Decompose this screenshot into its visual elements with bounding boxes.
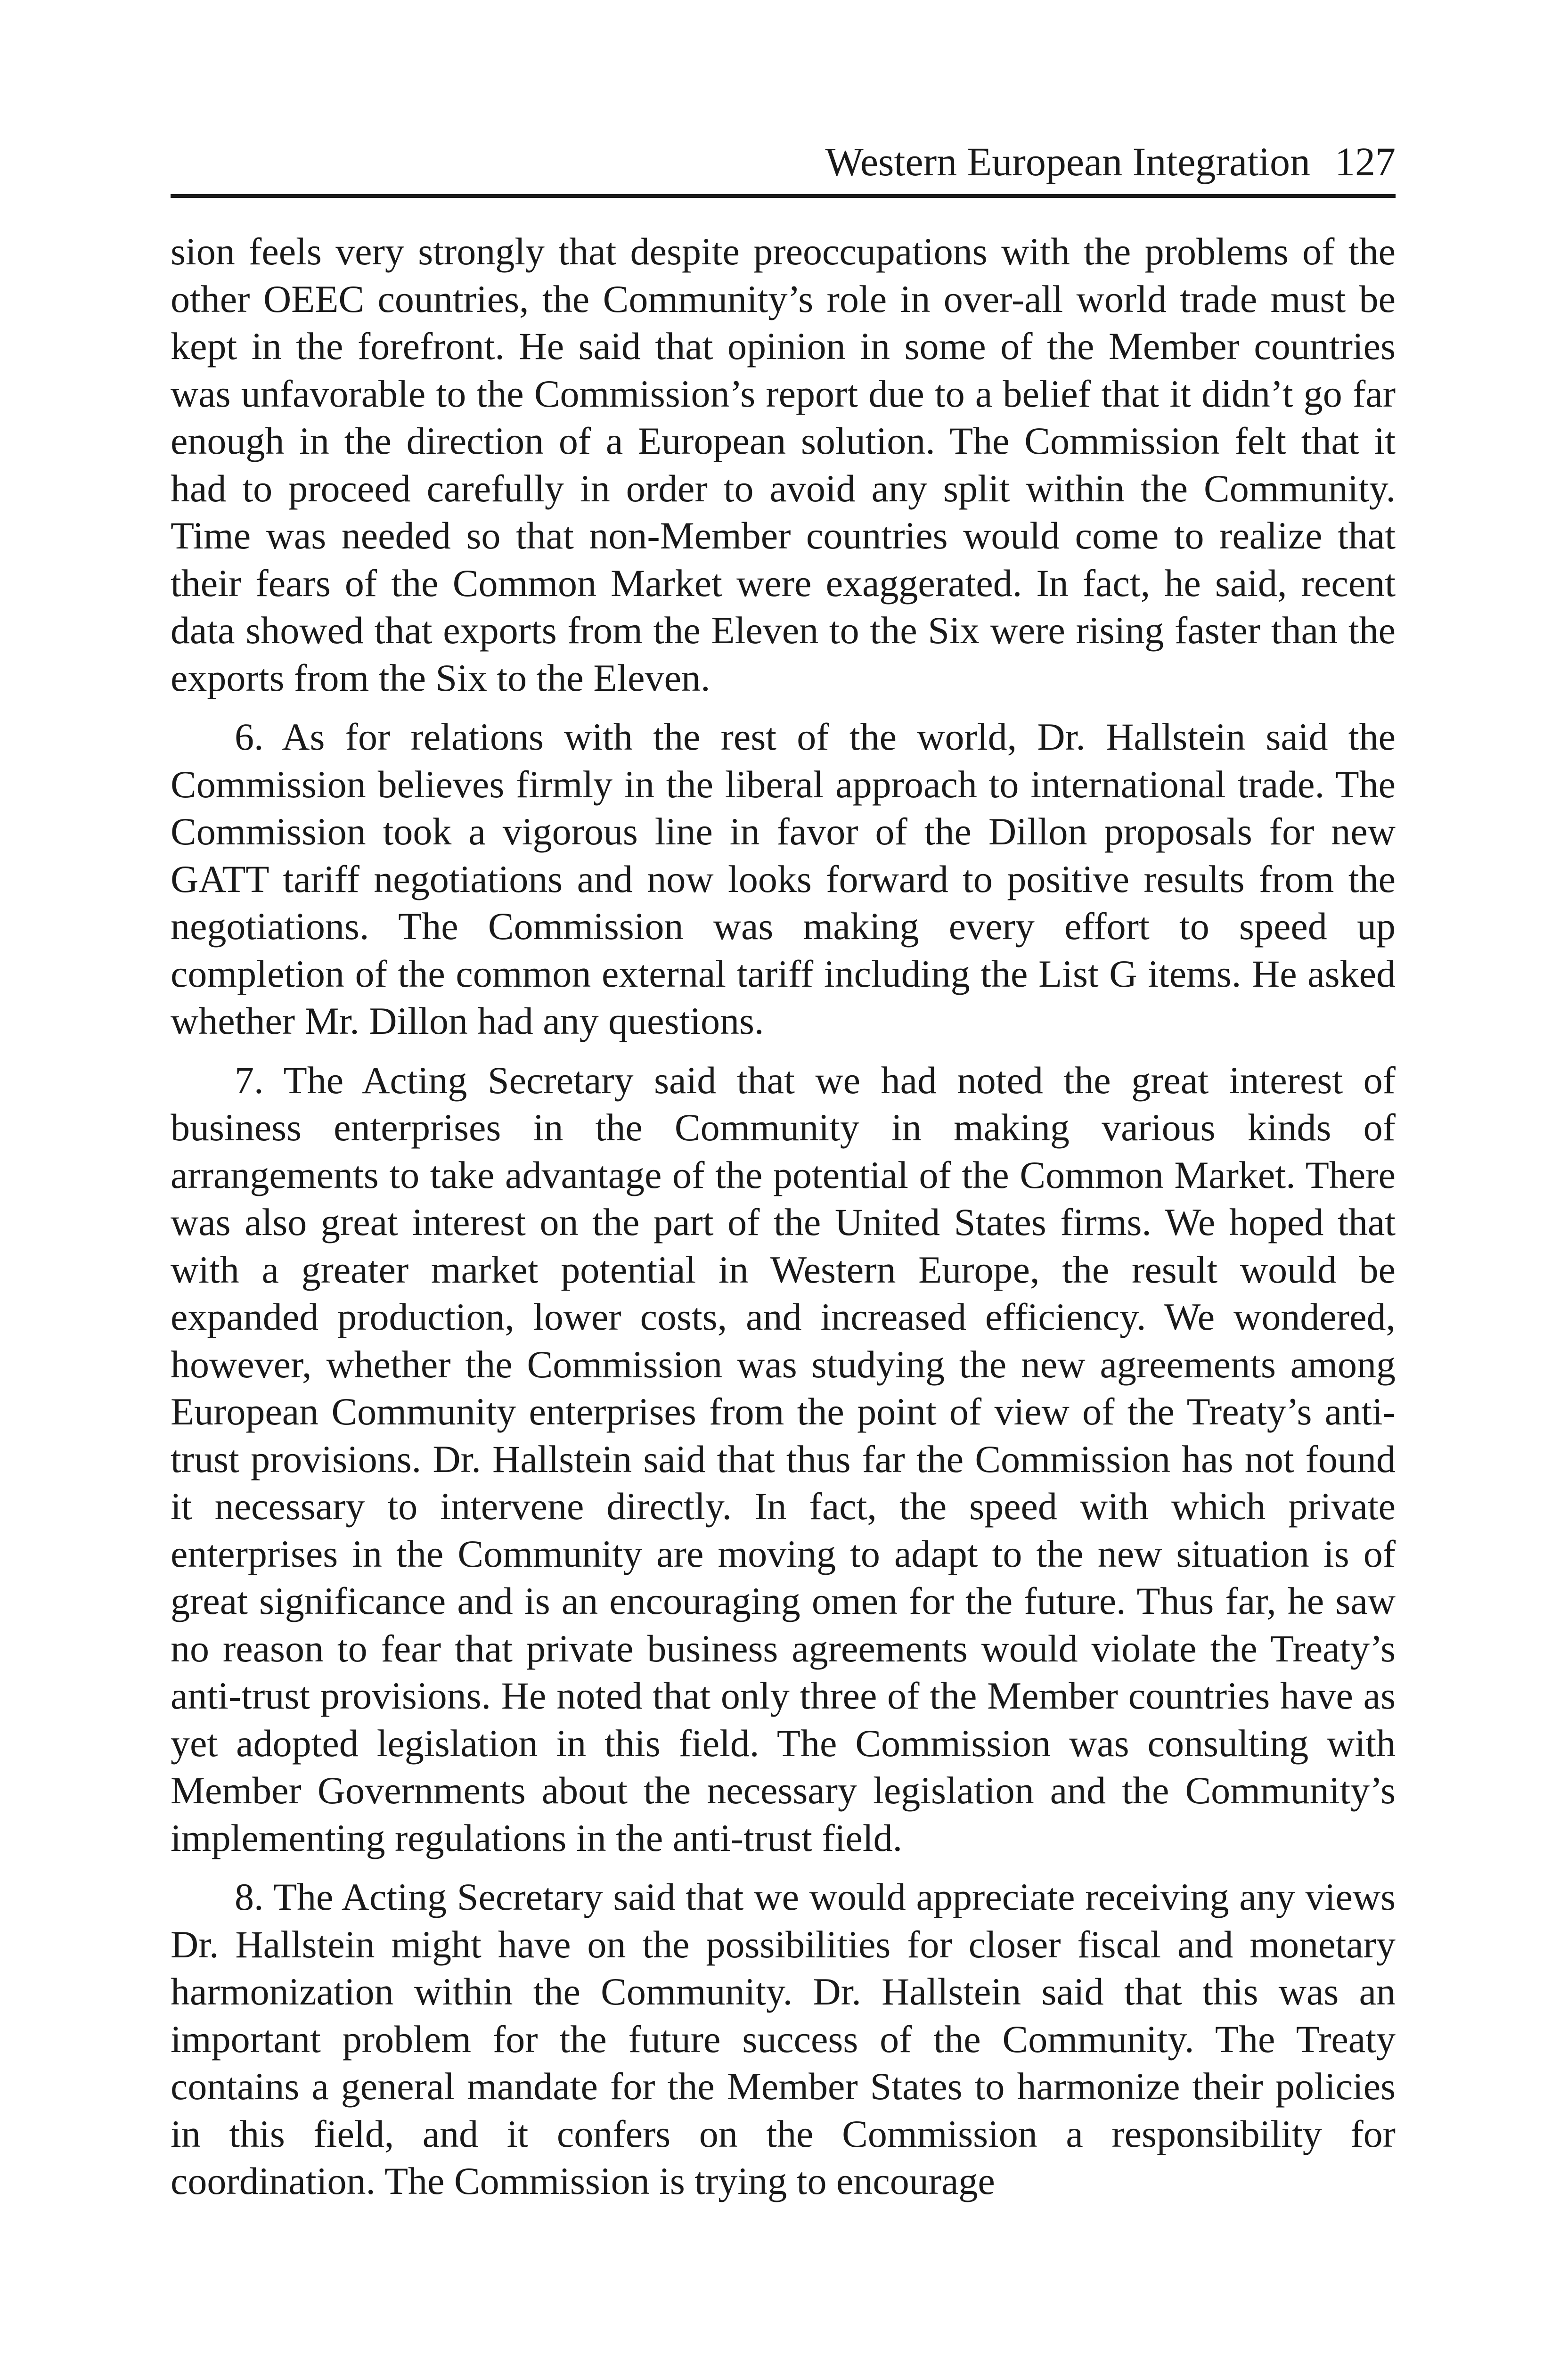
paragraph-6: 6. As for relations with the rest of the world, Dr. Hallstein said the Commission believes firmly in the liberal approach to international trade. The Commission took a vigorous line in favor of the Dillon proposals for new GATT tariff negotiations and now looks forward to positive results from the negotiations. The Commission was making every effort to speed up completion of the common external tariff including the List G items. He asked whether Mr. Dillon had any questions. <box>171 715 1396 1042</box>
paragraph-7: 7. The Acting Secretary said that we had noted the great interest of business enterprises in the Community in making various kinds of arrangements to take advantage of the potential of the Common Market. There was also great interest on the part of the United States firms. We hoped that with a greater market potential in Western Europe, the result would be expanded production, lower costs, and increased efficiency. We wondered, however, whether the Commission was studying the new agreements among European Community enterprises from the point of view of the Treaty’s anti-trust provisions. Dr. Hallstein said that thus far the Commission has not found it necessary to intervene directly. In fact, the speed with which private enterprises in the Community are moving to adapt to the new situation is of great significance and is an encouraging omen for the future. Thus far, he saw no reason to fear that private business agreements would violate the Treaty’s anti-trust provisions. He noted that only three of the Member countries have as yet adopted legislation in this field. The Commission was consulting with Member Governments about the necessary legislation and the Community’s implementing regulations in the anti-trust field. <box>171 1058 1396 1859</box>
running-head-title: Western European Integration <box>825 139 1310 184</box>
document-page <box>171 141 1396 2217</box>
paragraph-continuation: sion feels very strongly that despite preoccupations with the problems of the other OEEC countries, the Community’s role in over-all world trade must be kept in the forefront. He said that opinion in some of the Member countries was unfavorable to the Commission’s report due to a belief that it didn’t go far enough in the direction of a European solution. The Commission felt that it had to proceed carefully in order to avoid any split within the Community. Time was needed so that non-Member countries would come to realize that their fears of the Common Market were exaggerated. In fact, he said, recent data showed that exports from the Eleven to the Six were rising faster than the exports from the Six to the Eleven. <box>171 230 1396 699</box>
page-number: 127 <box>1335 139 1396 184</box>
body-text <box>171 228 1396 2205</box>
running-head <box>171 141 1396 198</box>
paragraph-8: 8. The Acting Secretary said that we would appreciate receiving any views Dr. Hallstein might have on the possibilities for closer fiscal and monetary harmonization within the Community. Dr. Hallstein said that this was an important problem for the future success of the Community. The Treaty contains a general mandate for the Member States to harmonize their policies in this field, and it confers on the Commission a responsibility for coordination. The Commission is trying to encourage <box>171 1875 1396 2202</box>
